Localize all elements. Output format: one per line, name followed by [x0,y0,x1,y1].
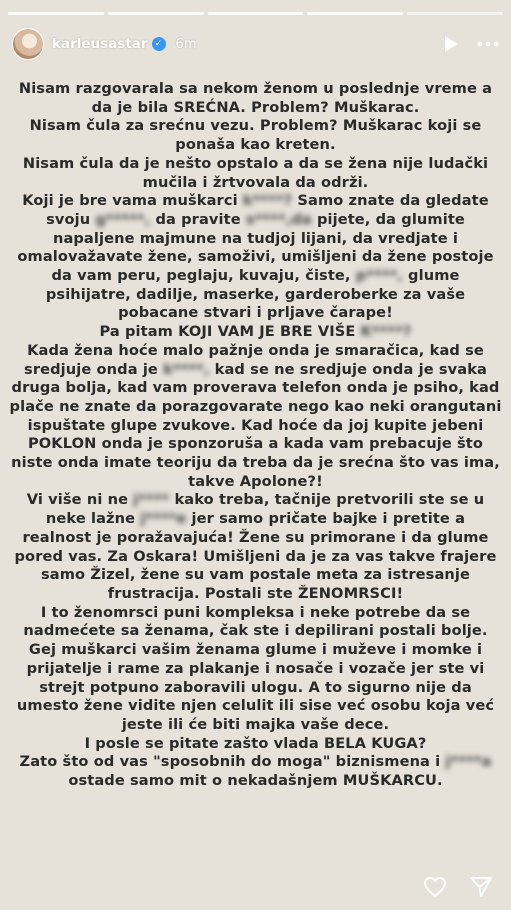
censored-word: g*****, [95,210,151,228]
text-line: ostade samo mit o nekadašnjem MUŠKARCU. [68,772,443,790]
text-line: plače ne znate da porazgovarate nego kao neki orangutani [9,397,502,415]
text-line: mučila i žrtvovala da održi. [142,173,369,191]
text-line: Pa pitam KOJI VAM JE BRE VIŠE K****? [99,323,412,341]
text-line: napaljene majmune na tudjoj lijani, da vredjate i [52,229,459,247]
more-icon[interactable] [477,41,499,47]
text-line: strejt potpuno zaboravili ulogu. A to sigurno nije da [39,678,472,696]
text-line: pored vas. Za Oskara! Umišljeni da je za vas takve frajere [14,547,497,565]
text-line: da je bila SREĆNA. Problem? Muškarac. [91,98,420,116]
text-line: Zato što od vas "sposobnih do moga" biznismena i j****a [19,753,492,771]
text-line: Nisam razgovarala sa nekom ženom u poslednje vreme a [18,80,493,97]
text-line: jeste ili će biti majka vaše dece. [121,715,390,733]
text-line: ispuštate glupe zvukove. Kad hoće da joj kupite jebeni [27,416,484,434]
censored-word: k****? [242,192,293,210]
text-line: umesto žene vidite njen celulit ili sise već osobu koja već [16,697,495,715]
text-line: svoju g*****, da pravite s****,da pijete, da glumite [46,210,465,228]
text-line: omalovažavate žene, samoživi, umišljeni da žene postoje [17,248,494,266]
progress-segment [407,12,503,15]
progress-segment [208,12,304,15]
text-line: Nisam čula za srećnu vezu. Problem? Muškarac koji se [29,117,482,135]
text-line: I to ženomrsci puni kompleksa i neke potrebe da se [40,603,471,621]
text-line: pobacane stvari i prljave čarape! [118,304,393,322]
text-line: ponaša kao kreten. [175,136,336,154]
heart-icon[interactable] [423,876,447,898]
censored-word: K****? [360,323,412,341]
censored-word: j**** [133,491,170,509]
text-line: niste onda imate teoriju da treba da je srećna što vas ima, [11,454,500,472]
censored-word: j****e [140,510,187,528]
text-line: prijatelje i rame za plakanje i nosače i vozače jer ste vi [26,659,485,677]
story-actions [423,876,493,898]
progress-segment [307,12,403,15]
username[interactable]: karleusastar [52,36,148,52]
censored-word: s****,da [245,210,312,228]
text-line: Gej muškarci vašim ženama glume i muževe i momke i [28,641,483,659]
progress-segment [8,12,104,15]
text-line: nadmećete sa ženama, čak ste i depilirani postali bolje. [23,622,488,640]
text-line: neke lažne j****e jer samo pričate bajke i pretite a [45,510,466,528]
text-line: Vi više ni ne j**** kako treba, tačnije pretvorili ste se u [26,491,485,509]
progress-segment [108,12,204,15]
text-line: samo Žizel, žene su vam postale meta za istresanje [41,566,470,584]
text-line: takve Apolone?! [188,472,323,490]
text-line: sredjuje onda je k****, kad se ne sredjuje onda je svaka [24,360,487,378]
story-text [6,80,505,791]
censored-word: p****, [355,267,403,285]
avatar[interactable] [12,28,44,60]
text-line: I posle se pitate zašto vlada BELA KUGA? [84,734,427,752]
text-line: POKLON onda je sponzoruša a kada vam prebacuje što [28,435,483,453]
text-line: realnost je poražavajuća! Žene su primorane i da glume [22,528,489,546]
text-line: Kada žena hoće malo pažnje onda je smaračica, kad se [27,341,484,359]
play-icon[interactable] [443,35,459,53]
text-line: frustracija. Postali ste ŽENOMRSCI! [107,584,404,602]
text-line: Nisam čula da je nešto opstalo a da se žena nije ludački [22,154,489,172]
story-header [12,28,499,60]
send-icon[interactable] [469,876,493,898]
censored-word: j****a [445,753,492,771]
censored-word: k****, [163,360,210,378]
story-progress-bar [8,12,503,15]
text-line: psihijatre, dadilje, maserke, garderoberke za vaše [45,285,466,303]
text-line: druga bolja, kad vam proverava telefon onda je psiho, kad [11,379,500,397]
text-line: da vam peru, peglaju, kuvaju, čiste, p****, glume [51,267,460,285]
verified-badge-icon: ✓ [152,37,166,51]
text-line: Koji je bre vama muškarci k****? Samo znate da gledate [22,192,489,210]
post-time: 6m [175,36,197,52]
